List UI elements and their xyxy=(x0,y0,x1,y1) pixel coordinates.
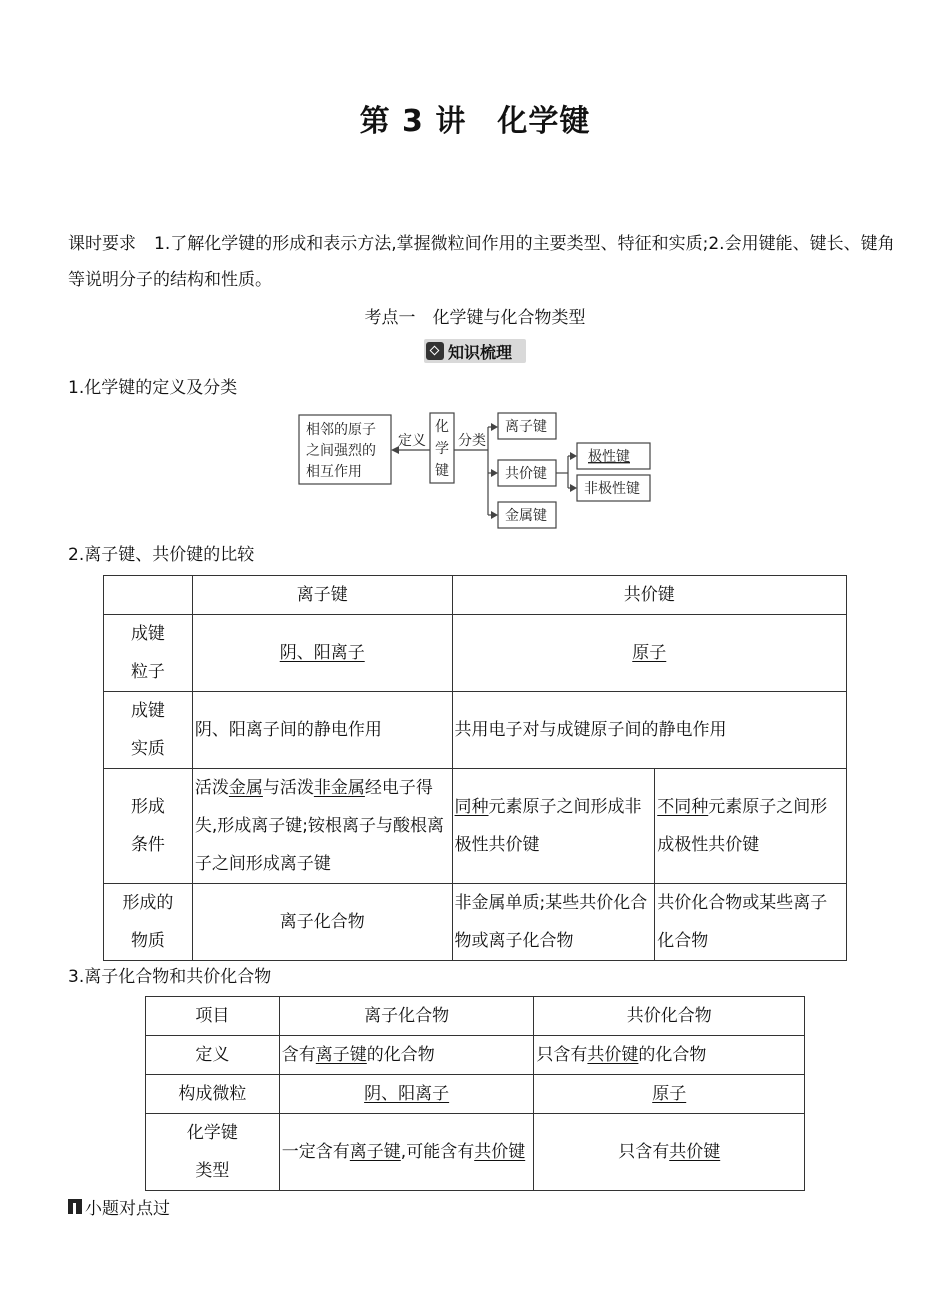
badge-label: 知识梳理 xyxy=(448,342,513,362)
header-covalent-compound: 共价化合物 xyxy=(534,997,805,1036)
table-row xyxy=(104,884,847,961)
header-item: 项目 xyxy=(146,997,280,1036)
table-row xyxy=(104,615,847,692)
cell-covalent-a: 非金属单质;某些共价化合物或离子化合物 xyxy=(452,884,655,961)
table-row xyxy=(146,1114,805,1191)
page-title: 第 3 讲 化学键 xyxy=(359,104,591,139)
table-row xyxy=(104,692,847,769)
knowledge-badge xyxy=(424,339,526,363)
requirements-label: 课时要求 xyxy=(68,234,136,254)
lesson-requirements xyxy=(68,226,898,298)
center-char-3: 键 xyxy=(435,463,449,479)
row-label: 定义 xyxy=(146,1036,280,1075)
practice-heading xyxy=(68,1194,170,1219)
polar-bond-label: 极性键 xyxy=(588,449,630,465)
table-row xyxy=(104,576,847,615)
row-label: 构成微粒 xyxy=(146,1075,280,1114)
define-label: 定义 xyxy=(398,433,426,449)
definition-line-2: 之间强烈的 xyxy=(306,443,376,459)
subheading-2: 2.离子键、共价键的比较 xyxy=(68,545,255,565)
section-heading: 考点一 化学键与化合物类型 xyxy=(364,308,586,328)
compound-comparison-table xyxy=(145,996,805,1191)
row-label: 成键 实质 xyxy=(104,692,193,769)
classify-label: 分类 xyxy=(458,433,486,449)
row-label: 化学键 类型 xyxy=(146,1114,280,1191)
header-ionic-compound: 离子化合物 xyxy=(279,997,534,1036)
center-char-1: 化 xyxy=(435,419,449,435)
table-row xyxy=(146,1036,805,1075)
definition-line-1: 相邻的原子 xyxy=(306,422,376,438)
cell-ionic: 含有离子键的化合物 xyxy=(279,1036,534,1075)
cell-covalent-b: 共价化合物或某些离子化合物 xyxy=(655,884,847,961)
cell-covalent-polar: 不同种元素原子之间形成极性共价键 xyxy=(655,769,847,884)
bond-comparison-table xyxy=(103,575,847,961)
table-row xyxy=(146,997,805,1036)
definition-line-3: 相互作用 xyxy=(306,464,362,480)
covalent-bond-label: 共价键 xyxy=(505,466,547,482)
cell-ionic: 阴、阳离子 xyxy=(279,1075,534,1114)
table-row xyxy=(104,769,847,884)
row-label: 形成的 物质 xyxy=(104,884,193,961)
cell-ionic: 阴、阳离子 xyxy=(192,615,452,692)
cell-ionic: 离子化合物 xyxy=(192,884,452,961)
subheading-3: 3.离子化合物和共价化合物 xyxy=(68,967,272,987)
cell-covalent: 原子 xyxy=(534,1075,805,1114)
requirements-text: 1.了解化学键的形成和表示方法,掌握微粒间作用的主要类型、特征和实质;2.会用键能、键长、键角等说明分子的结构和性质。 xyxy=(68,234,895,290)
row-label: 成键 粒子 xyxy=(104,615,193,692)
bookmark-icon xyxy=(68,1199,82,1214)
metallic-bond-label: 金属键 xyxy=(505,508,547,524)
header-covalent: 共价键 xyxy=(452,576,846,615)
cell-covalent: 原子 xyxy=(452,615,846,692)
classification-diagram xyxy=(290,405,660,530)
cell-covalent: 只含有共价键 xyxy=(534,1114,805,1191)
cell-ionic: 一定含有离子键,可能含有共价键 xyxy=(279,1114,534,1191)
diamond-icon xyxy=(426,342,444,360)
cell-ionic: 活泼金属与活泼非金属经电子得失,形成离子键;铵根离子与酸根离子之间形成离子键 xyxy=(192,769,452,884)
header-ionic: 离子键 xyxy=(192,576,452,615)
subheading-1: 1.化学键的定义及分类 xyxy=(68,378,238,398)
ionic-bond-label: 离子键 xyxy=(505,419,547,435)
practice-label: 小题对点过 xyxy=(85,1199,170,1219)
nonpolar-bond-label: 非极性键 xyxy=(584,481,640,497)
table-row xyxy=(146,1075,805,1114)
cell-covalent-nonpolar: 同种元素原子之间形成非极性共价键 xyxy=(452,769,655,884)
cell-ionic: 阴、阳离子间的静电作用 xyxy=(192,692,452,769)
cell-covalent: 只含有共价键的化合物 xyxy=(534,1036,805,1075)
row-label: 形成 条件 xyxy=(104,769,193,884)
cell-covalent: 共用电子对与成键原子间的静电作用 xyxy=(452,692,846,769)
header-blank xyxy=(104,576,193,615)
center-char-2: 学 xyxy=(435,441,449,457)
